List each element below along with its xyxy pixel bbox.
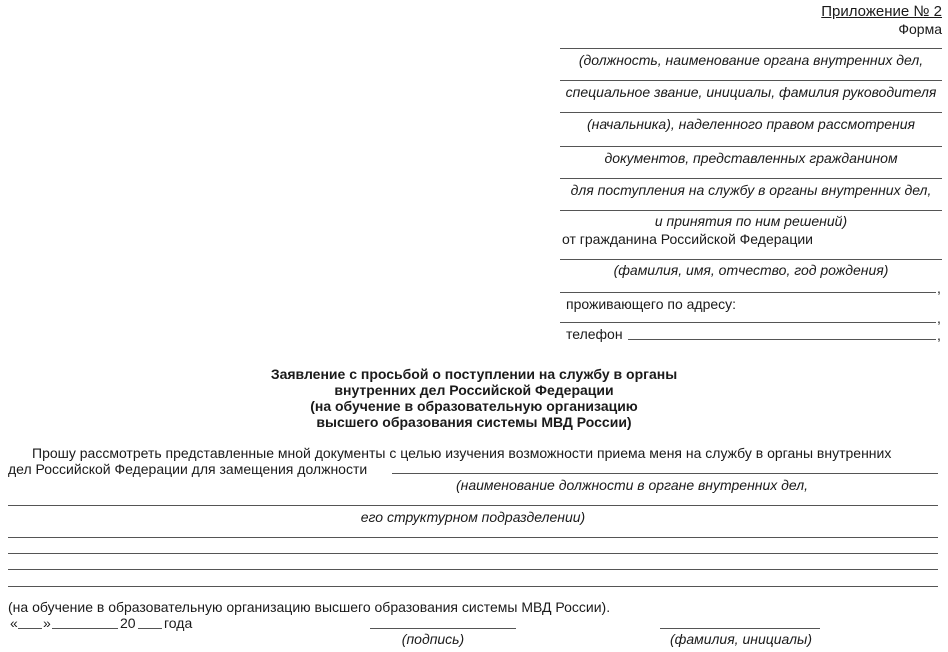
addressee-hint-2: специальное звание, инициалы, фамилия руководителя [565, 84, 937, 100]
signature-hint: (подпись) [401, 631, 465, 647]
paragraph-line-2: дел Российской Федерации для замещения должности [8, 461, 368, 477]
fio-line [560, 259, 942, 260]
date-year-suffix: года [164, 615, 193, 631]
blank-line-2 [8, 553, 938, 554]
title-line-3: (на обучение в образовательную организацию [310, 398, 638, 414]
phone-comma: , [937, 327, 941, 343]
date-close-quote: » [43, 615, 51, 631]
fio-hint: (фамилия, имя, отчество, год рождения) [613, 262, 889, 278]
fio-comma: , [937, 280, 941, 296]
title-line-4: высшего образования системы МВД России) [316, 414, 632, 430]
addressee-line-6 [560, 210, 942, 211]
phone-label: телефон [566, 326, 623, 342]
addressee-line-3 [560, 112, 942, 113]
addressee-line-5 [560, 178, 942, 179]
subdivision-hint: его структурном подразделении) [360, 509, 586, 525]
position-line-2 [8, 505, 938, 506]
signature-line [370, 628, 516, 629]
training-note: (на обучение в образовательную организацию высшего образования системы МВД России). [8, 599, 611, 615]
date-open-quote: « [10, 615, 18, 631]
blank-line-4 [8, 586, 938, 587]
position-line [392, 473, 938, 474]
addressee-hint-3: (начальника), наделенного правом рассмотрения [586, 116, 916, 132]
addressee-line-4 [560, 146, 942, 147]
date-year-line [138, 628, 162, 629]
phone-line [628, 339, 936, 340]
paragraph-line-1: Прошу рассмотреть представленные мной документы с целью изучения возможности приема меня на службу в органы внутренних [32, 445, 892, 461]
title-line-2: внутренних дел Российской Федерации [334, 382, 614, 398]
appendix-label: Приложение № 2 [821, 3, 942, 20]
addressee-hint-5: для поступления на службу в органы внутренних дел, [570, 182, 932, 198]
date-day-line [18, 628, 42, 629]
date-year-prefix: 20 [120, 615, 136, 631]
fio-line-2 [560, 292, 936, 293]
name-hint: (фамилия, инициалы) [669, 631, 813, 647]
blank-line-1 [8, 537, 938, 538]
addressee-hint-1: (должность, наименование органа внутренних дел, [578, 52, 924, 68]
addressee-hint-4: документов, представленных гражданином [604, 150, 898, 166]
address-line [560, 322, 936, 323]
title-line-1: Заявление с просьбой о поступлении на службу в органы [270, 366, 678, 382]
position-hint: (наименование должности в органе внутренних дел, [455, 477, 809, 493]
name-line [660, 628, 820, 629]
addressee-line-1 [560, 48, 942, 49]
address-label: проживающего по адресу: [566, 296, 737, 312]
addressee-hint-6: и принятия по ним решений) [654, 213, 848, 229]
address-comma: , [937, 310, 941, 326]
form-label: Форма [898, 21, 942, 37]
addressee-line-2 [560, 80, 942, 81]
date-month-line [52, 628, 118, 629]
blank-line-3 [8, 569, 938, 570]
from-citizen-label: от гражданина Российской Федерации [562, 231, 813, 247]
